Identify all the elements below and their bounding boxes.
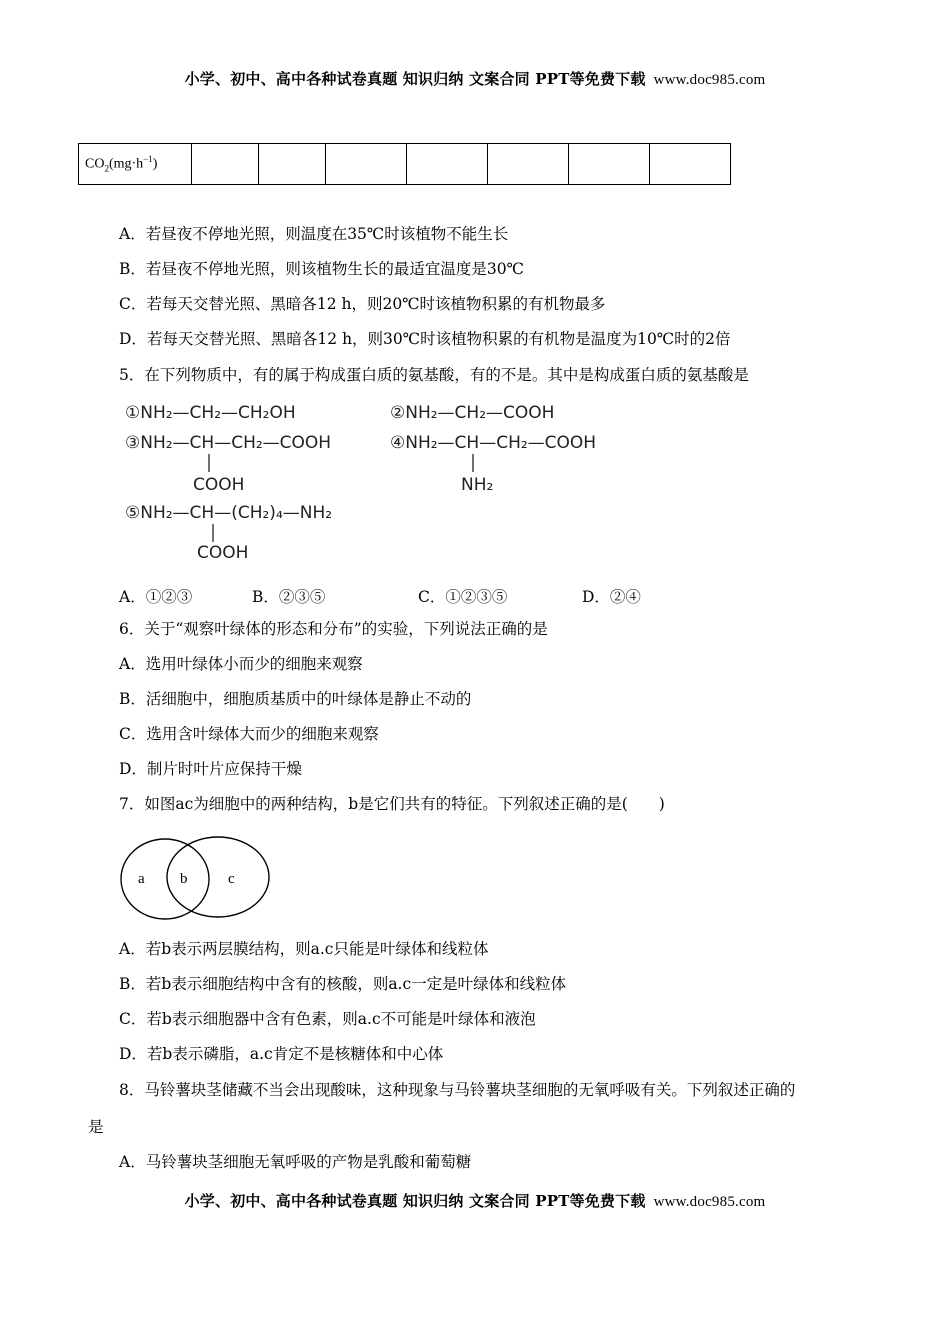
footer-banner: [0, 1190, 950, 1211]
formula-3: ③NH₂—CH—CH₂—COOH: [125, 433, 332, 453]
table-cell: [259, 144, 326, 185]
formula-5-branch: COOH: [197, 543, 249, 563]
q5-stem: 5．在下列物质中，有的属于构成蛋白质的氨基酸，有的不是。其中是构成蛋白质的氨基酸是: [119, 366, 749, 384]
venn-label-b: b: [180, 871, 188, 887]
q4-option-a: A．若昼夜不停地光照，则温度在35℃时该植物不能生长: [119, 225, 509, 243]
q4-option-c: C．若每天交替光照、黑暗各12 h，则20℃时该植物积累的有机物最多: [119, 295, 606, 313]
q8-stem-line2: 是: [88, 1118, 104, 1136]
footer-text: 小学、初中、高中各种试卷真题 知识归纳 文案合同 PPT等免费下载: [184, 1192, 646, 1210]
formula-2: ②NH₂—CH₂—COOH: [390, 403, 555, 423]
venn-diagram: [118, 836, 278, 926]
q5-option-a: A．①②③: [119, 588, 193, 606]
formula-4: ④NH₂—CH—CH₂—COOH: [390, 433, 597, 453]
row-label-cell: $CO_2(mg\cdot h^{-1})$: [79, 144, 192, 185]
q7-option-d: D．若b表示磷脂，a.c肯定不是核糖体和中心体: [119, 1045, 444, 1063]
formula-5: ⑤NH₂—CH—(CH₂)₄—NH₂: [125, 503, 333, 523]
table-cell: [650, 144, 731, 185]
q5-option-c: C．①②③⑤: [418, 588, 508, 606]
banner-text: 小学、初中、高中各种试卷真题 知识归纳 文案合同 PPT等免费下载: [184, 70, 646, 88]
q4-option-d: D．若每天交替光照、黑暗各12 h，则30℃时该植物积累的有机物是温度为10℃时的2倍: [119, 330, 731, 348]
q7-option-c: C．若b表示细胞器中含有色素，则a.c不可能是叶绿体和液泡: [119, 1010, 536, 1028]
q6-stem: 6．关于“观察叶绿体的形态和分布”的实验，下列说法正确的是: [119, 620, 548, 638]
circle-a: [121, 839, 209, 919]
table-cell: [488, 144, 569, 185]
table-row: [79, 144, 731, 185]
q6-option-d: D．制片时叶片应保持干燥: [119, 760, 302, 778]
q6-option-a: A．选用叶绿体小而少的细胞来观察: [119, 655, 363, 673]
table-cell: [326, 144, 407, 185]
footer-site: www.doc985.com: [653, 1194, 766, 1210]
q7-stem: 7．如图ac为细胞中的两种结构，b是它们共有的特征。下列叙述正确的是( ): [119, 795, 665, 813]
q7-option-a: A．若b表示两层膜结构，则a.c只能是叶绿体和线粒体: [119, 940, 489, 958]
formula-3-branch: COOH: [193, 475, 245, 495]
formula-diagram: [125, 396, 645, 566]
q8-stem-line1: 8．马铃薯块茎储藏不当会出现酸味，这种现象与马铃薯块茎细胞的无氧呼吸有关。下列叙述正确的: [119, 1081, 796, 1099]
co2-table: [78, 143, 731, 185]
q5-option-b: B．②③⑤: [252, 588, 326, 606]
table-cell: [192, 144, 259, 185]
q7-option-b: B．若b表示细胞结构中含有的核酸，则a.c一定是叶绿体和线粒体: [119, 975, 567, 993]
amino-acid-formulas: [125, 396, 645, 566]
q6-option-b: B．活细胞中，细胞质基质中的叶绿体是静止不动的: [119, 690, 472, 708]
q8-option-a: A．马铃薯块茎细胞无氧呼吸的产物是乳酸和葡萄糖: [119, 1153, 472, 1171]
formula-4-branch: NH₂: [461, 475, 494, 495]
q5-option-d: D．②④: [582, 588, 641, 606]
banner-site: www.doc985.com: [653, 72, 766, 88]
header-banner: [0, 68, 950, 89]
formula-1: ①NH₂—CH₂—CH₂OH: [125, 403, 296, 423]
venn-label-a: a: [138, 871, 145, 887]
venn-label-c: c: [228, 871, 235, 887]
q4-option-b: B．若昼夜不停地光照，则该植物生长的最适宜温度是30℃: [119, 260, 524, 278]
q6-option-c: C．选用含叶绿体大而少的细胞来观察: [119, 725, 379, 743]
table-cell: [407, 144, 488, 185]
table-cell: [569, 144, 650, 185]
